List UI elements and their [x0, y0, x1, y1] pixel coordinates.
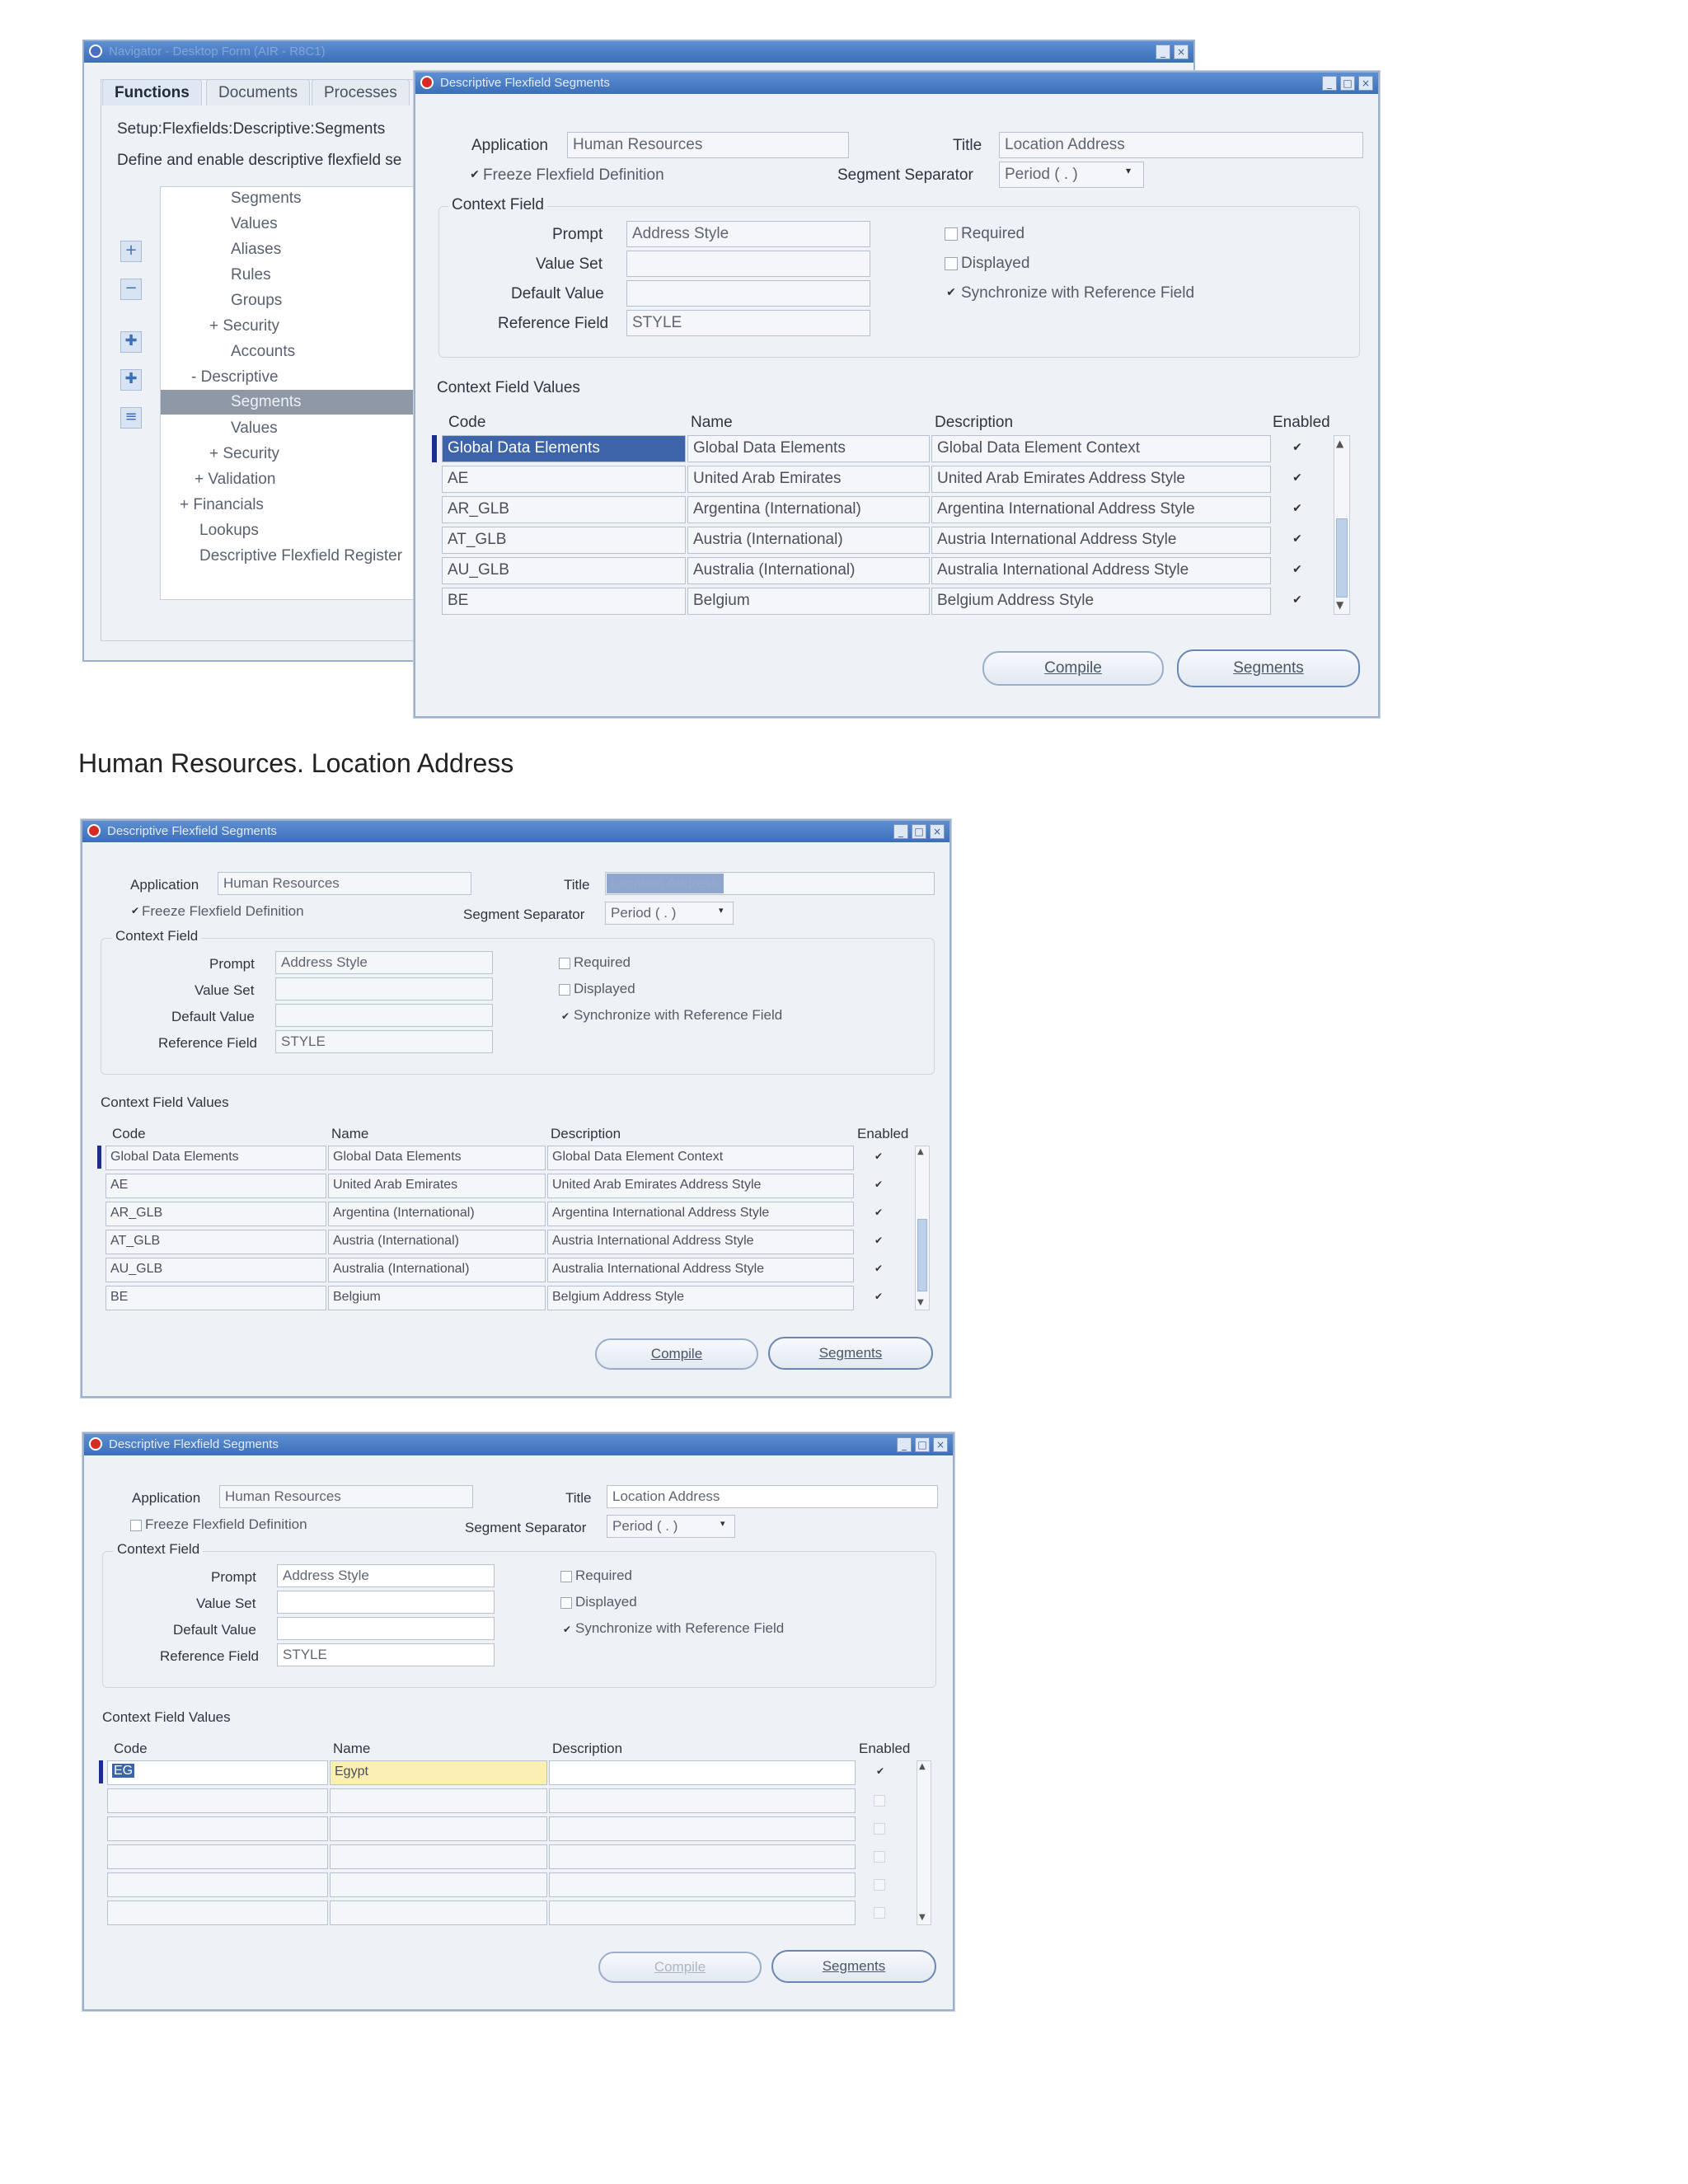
compile-button[interactable]: Compile: [595, 1338, 758, 1370]
reference-field-label: Reference Field: [160, 1648, 260, 1664]
minimize-icon[interactable]: _: [897, 1437, 912, 1452]
row-name[interactable]: Argentina (International): [328, 1202, 546, 1226]
required-checkbox[interactable]: [559, 958, 570, 969]
row-name[interactable]: Global Data Elements: [687, 435, 930, 462]
freeze-checkbox[interactable]: ✔: [470, 168, 480, 181]
row-enabled-checkbox[interactable]: [874, 1851, 885, 1863]
segment-separator-label: Segment Separator: [837, 166, 973, 184]
segment-separator-select[interactable]: Period ( . ): [605, 902, 734, 925]
dff-titlebar-2[interactable]: [82, 821, 950, 842]
row-enabled-checkbox[interactable]: ✔: [874, 1179, 884, 1190]
row-enabled-checkbox[interactable]: ✔: [874, 1207, 884, 1218]
section-caption: Human Resources. Location Address: [78, 748, 514, 778]
freeze-label: Freeze Flexfield Definition: [142, 903, 304, 919]
synchronize-label: Synchronize with Reference Field: [961, 284, 1195, 302]
title-label: Title: [953, 137, 982, 154]
required-checkbox[interactable]: [560, 1571, 572, 1582]
row-code[interactable]: [107, 1844, 328, 1869]
tree-item-security[interactable]: + Security: [209, 317, 280, 335]
row-code[interactable]: [107, 1816, 328, 1841]
row-name[interactable]: Argentina (International): [687, 496, 930, 523]
navigator-window-controls: [1156, 45, 1189, 59]
column-header-enabled: Enabled: [1273, 414, 1330, 431]
context-field-values-heading: Context Field Values: [437, 379, 580, 396]
application-label: Application: [132, 1490, 201, 1506]
tree-item-lookups[interactable]: Lookups: [199, 522, 259, 539]
value-set-label: Value Set: [536, 255, 603, 273]
row-name[interactable]: Belgium: [687, 588, 930, 615]
minimize-icon[interactable]: _: [1156, 45, 1170, 59]
row-enabled-checkbox[interactable]: [874, 1907, 885, 1919]
column-header-code: Code: [114, 1741, 148, 1756]
close-icon[interactable]: ×: [1174, 45, 1189, 59]
row-description[interactable]: [549, 1788, 856, 1813]
value-set-field[interactable]: [275, 977, 493, 1001]
navigator-titlebar[interactable]: [84, 41, 1193, 63]
tab-documents[interactable]: Documents: [206, 79, 310, 105]
row-code[interactable]: Global Data Elements: [106, 1146, 326, 1170]
row-code[interactable]: AT_GLB: [106, 1230, 326, 1254]
close-icon[interactable]: ×: [930, 824, 945, 839]
column-header-name: Name: [331, 1126, 369, 1141]
value-set-label: Value Set: [195, 982, 255, 998]
minimize-icon[interactable]: _: [1322, 76, 1337, 91]
tree-item-rules[interactable]: Rules: [231, 266, 271, 284]
row-description[interactable]: Global Data Element Context: [931, 435, 1271, 462]
row-enabled-checkbox[interactable]: [874, 1795, 885, 1807]
chevron-down-icon[interactable]: ▾: [720, 1518, 725, 1529]
window-title: Descriptive Flexfield Segments: [107, 824, 277, 838]
reference-field-label: Reference Field: [498, 315, 609, 332]
scroll-down-icon[interactable]: ▼: [917, 1298, 924, 1307]
tree-item-descriptive[interactable]: - Descriptive: [191, 368, 279, 386]
dff-titlebar-1[interactable]: [415, 73, 1378, 94]
prompt-field[interactable]: Address Style: [277, 1564, 495, 1587]
scroll-up-icon[interactable]: ▲: [1336, 438, 1344, 449]
row-description[interactable]: Belgium Address Style: [931, 588, 1271, 615]
segment-separator-label: Segment Separator: [463, 907, 585, 922]
row-enabled-checkbox[interactable]: [874, 1823, 885, 1835]
row-code[interactable]: AR_GLB: [442, 496, 686, 523]
segments-button[interactable]: Segments: [1177, 649, 1360, 687]
title-field[interactable]: Location Address: [999, 132, 1363, 158]
row-code[interactable]: AU_GLB: [442, 557, 686, 584]
column-header-code: Code: [448, 414, 486, 431]
context-field-heading: Context Field: [448, 196, 547, 214]
segment-separator-select[interactable]: Period ( . ): [999, 162, 1144, 188]
row-code[interactable]: BE: [442, 588, 686, 615]
row-name[interactable]: [330, 1872, 547, 1897]
row-code[interactable]: AT_GLB: [442, 527, 686, 554]
title-field[interactable]: Location Address: [607, 1485, 938, 1508]
prompt-label: Prompt: [552, 226, 603, 243]
default-value-field[interactable]: [626, 280, 870, 307]
row-code[interactable]: [107, 1760, 328, 1785]
title-label: Title: [565, 1490, 592, 1506]
tab-functions[interactable]: Functions: [102, 79, 202, 105]
row-code[interactable]: BE: [106, 1286, 326, 1310]
prompt-field[interactable]: Address Style: [275, 951, 493, 974]
column-header-description: Description: [935, 414, 1014, 431]
row-code[interactable]: [107, 1872, 328, 1897]
freeze-checkbox[interactable]: [130, 1520, 142, 1531]
tree-item-financials[interactable]: + Financials: [180, 496, 264, 513]
application-field[interactable]: Human Resources: [219, 1485, 473, 1508]
vertical-scrollbar[interactable]: [917, 1760, 931, 1925]
row-code[interactable]: AE: [442, 466, 686, 493]
default-value-label: Default Value: [173, 1622, 256, 1638]
window-controls: [893, 824, 945, 839]
tree-item-segments[interactable]: Segments: [231, 190, 302, 207]
compile-button[interactable]: Compile: [982, 651, 1164, 686]
row-code[interactable]: [107, 1788, 328, 1813]
row-description[interactable]: Australia International Address Style: [547, 1258, 854, 1282]
collapse-all-icon[interactable]: ✚: [120, 369, 142, 391]
title-selection-highlight: [607, 874, 724, 893]
default-value-field[interactable]: [275, 1004, 493, 1027]
displayed-checkbox[interactable]: [945, 257, 958, 270]
tab-processes[interactable]: Processes: [312, 79, 410, 105]
navigator-description: Define and enable descriptive flexfield se: [117, 152, 402, 169]
reference-field[interactable]: STYLE: [626, 310, 870, 336]
row-description[interactable]: Global Data Element Context: [547, 1146, 854, 1170]
row-enabled-checkbox[interactable]: ✔: [1292, 471, 1302, 485]
scroll-up-icon[interactable]: ▲: [917, 1147, 924, 1156]
tree-item-values[interactable]: Values: [231, 215, 278, 232]
row-description[interactable]: Australia International Address Style: [931, 557, 1271, 584]
application-label: Application: [130, 877, 199, 893]
oracle-logo-icon: [89, 45, 102, 58]
tree-item-aliases[interactable]: Aliases: [231, 241, 282, 258]
oracle-logo-icon: [89, 1437, 102, 1451]
row-name[interactable]: [330, 1816, 547, 1841]
tree-item-validation[interactable]: + Validation: [195, 471, 276, 488]
dff-segments-window-2: [81, 819, 951, 1398]
row-enabled-checkbox[interactable]: [874, 1879, 885, 1891]
expand-all-icon[interactable]: ✚: [120, 331, 142, 353]
oracle-logo-icon: [87, 824, 101, 837]
row-code[interactable]: Global Data Elements: [442, 435, 686, 462]
segments-button[interactable]: Segments: [771, 1950, 936, 1983]
chevron-down-icon[interactable]: ▾: [1126, 165, 1132, 176]
row-enabled-checkbox[interactable]: ✔: [874, 1235, 884, 1246]
row-name[interactable]: [330, 1844, 547, 1869]
row-name[interactable]: Egypt: [330, 1760, 547, 1785]
context-field-values-heading: Context Field Values: [102, 1709, 231, 1725]
scrollbar-thumb[interactable]: [917, 1219, 927, 1291]
compile-button[interactable]: Compile: [598, 1952, 762, 1983]
row-enabled-checkbox[interactable]: ✔: [1292, 441, 1302, 454]
application-field[interactable]: Human Resources: [218, 872, 471, 895]
row-code[interactable]: AU_GLB: [106, 1258, 326, 1282]
window-title: Descriptive Flexfield Segments: [109, 1437, 279, 1451]
dff-segments-window-1: [414, 71, 1380, 718]
row-code[interactable]: AR_GLB: [106, 1202, 326, 1226]
row-name[interactable]: United Arab Emirates: [328, 1174, 546, 1198]
window-controls: [1322, 76, 1373, 91]
required-label: Required: [961, 225, 1025, 242]
column-header-enabled: Enabled: [857, 1126, 909, 1141]
displayed-label: Displayed: [574, 981, 635, 996]
minimize-icon[interactable]: _: [893, 824, 908, 839]
row-name[interactable]: [330, 1788, 547, 1813]
prompt-label: Prompt: [211, 1569, 256, 1585]
required-label: Required: [575, 1568, 632, 1583]
row-description[interactable]: [549, 1872, 856, 1897]
displayed-label: Displayed: [961, 255, 1030, 272]
row-enabled-checkbox[interactable]: ✔: [1292, 593, 1302, 607]
column-header-name: Name: [691, 414, 733, 431]
freeze-label: Freeze Flexfield Definition: [145, 1516, 307, 1532]
chevron-down-icon[interactable]: ▾: [719, 905, 724, 916]
tree-item-accounts[interactable]: Accounts: [231, 343, 296, 360]
row-description[interactable]: [549, 1760, 856, 1785]
collapse-icon[interactable]: −: [120, 279, 142, 300]
row-description[interactable]: Austria International Address Style: [547, 1230, 854, 1254]
default-value-field[interactable]: [277, 1617, 495, 1640]
displayed-checkbox[interactable]: [559, 984, 570, 996]
synchronize-label: Synchronize with Reference Field: [574, 1007, 783, 1023]
reference-field-label: Reference Field: [158, 1035, 258, 1051]
row-description[interactable]: United Arab Emirates Address Style: [931, 466, 1271, 493]
window-title: Descriptive Flexfield Segments: [440, 76, 610, 90]
dff-segments-window-3: [82, 1432, 954, 2011]
tree-item-descriptive-segments[interactable]: Segments: [231, 393, 302, 410]
vertical-scrollbar[interactable]: [1334, 435, 1350, 615]
displayed-checkbox[interactable]: [560, 1597, 572, 1609]
row-enabled-checkbox[interactable]: ✔: [1292, 532, 1302, 546]
synchronize-checkbox[interactable]: ✔: [560, 1010, 570, 1022]
required-checkbox[interactable]: [945, 227, 958, 241]
row-code[interactable]: [107, 1900, 328, 1925]
dff-titlebar-3[interactable]: [84, 1434, 953, 1455]
vertical-scrollbar[interactable]: [915, 1146, 930, 1310]
row-description[interactable]: [549, 1844, 856, 1869]
column-header-code: Code: [112, 1126, 146, 1141]
row-name[interactable]: Australia (International): [687, 557, 930, 584]
row-enabled-checkbox[interactable]: ✔: [874, 1151, 884, 1162]
segment-separator-label: Segment Separator: [465, 1520, 587, 1535]
synchronize-checkbox[interactable]: ✔: [562, 1624, 572, 1635]
value-set-field[interactable]: [277, 1591, 495, 1614]
default-value-label: Default Value: [171, 1009, 255, 1024]
tree-item-descriptive-values[interactable]: Values: [231, 419, 278, 437]
maximize-icon[interactable]: □: [915, 1437, 930, 1452]
tree-lines-icon[interactable]: ≡: [120, 407, 142, 429]
prompt-label: Prompt: [209, 956, 255, 972]
application-label: Application: [471, 137, 548, 154]
row-description[interactable]: Belgium Address Style: [547, 1286, 854, 1310]
expand-icon[interactable]: +: [120, 241, 142, 262]
close-icon[interactable]: ×: [1358, 76, 1373, 91]
prompt-field[interactable]: Address Style: [626, 221, 870, 247]
maximize-icon[interactable]: □: [1340, 76, 1355, 91]
current-row-marker: [99, 1760, 103, 1783]
segment-separator-select[interactable]: Period ( . ): [607, 1515, 735, 1538]
scroll-up-icon[interactable]: ▲: [919, 1762, 926, 1771]
scrollbar-thumb[interactable]: [1336, 518, 1348, 598]
row-name[interactable]: Austria (International): [328, 1230, 546, 1254]
oracle-logo-icon: [420, 76, 434, 89]
default-value-label: Default Value: [511, 285, 604, 302]
row-code-value: EG: [114, 1764, 134, 1778]
row-name[interactable]: Belgium: [328, 1286, 546, 1310]
row-description[interactable]: Argentina International Address Style: [931, 496, 1271, 523]
synchronize-checkbox[interactable]: ✔: [946, 286, 956, 299]
row-name[interactable]: [330, 1900, 547, 1925]
context-field-heading: Context Field: [114, 1541, 203, 1558]
scroll-down-icon[interactable]: ▼: [919, 1913, 926, 1922]
row-name[interactable]: Global Data Elements: [328, 1146, 546, 1170]
row-name[interactable]: Australia (International): [328, 1258, 546, 1282]
freeze-label: Freeze Flexfield Definition: [483, 166, 664, 184]
navigator-title: Navigator - Desktop Form (AIR - R8C1): [109, 45, 326, 59]
title-label: Title: [564, 877, 590, 893]
navigator-path: Setup:Flexfields:Descriptive:Segments: [117, 120, 386, 138]
freeze-checkbox[interactable]: ✔: [130, 905, 140, 916]
value-set-label: Value Set: [196, 1596, 256, 1611]
displayed-label: Displayed: [575, 1594, 637, 1610]
row-enabled-checkbox[interactable]: ✔: [1292, 563, 1302, 576]
row-enabled-checkbox[interactable]: ✔: [875, 1765, 885, 1777]
window-controls: [897, 1437, 948, 1452]
row-name[interactable]: Austria (International): [687, 527, 930, 554]
column-header-description: Description: [551, 1126, 621, 1141]
column-header-enabled: Enabled: [859, 1741, 911, 1756]
row-description[interactable]: [549, 1900, 856, 1925]
context-field-values-heading: Context Field Values: [101, 1094, 229, 1110]
row-code[interactable]: AE: [106, 1174, 326, 1198]
tree-item-groups[interactable]: Groups: [231, 292, 283, 309]
reference-field[interactable]: STYLE: [277, 1643, 495, 1666]
close-icon[interactable]: ×: [933, 1437, 948, 1452]
required-label: Required: [574, 954, 631, 970]
context-field-heading: Context Field: [112, 928, 201, 944]
maximize-icon[interactable]: □: [912, 824, 926, 839]
row-enabled-checkbox[interactable]: ✔: [874, 1263, 884, 1274]
reference-field[interactable]: STYLE: [275, 1030, 493, 1053]
tree-item-descriptive-flexfield-register[interactable]: Descriptive Flexfield Register: [199, 547, 403, 565]
application-field[interactable]: Human Resources: [567, 132, 849, 158]
row-enabled-checkbox[interactable]: ✔: [1292, 502, 1302, 515]
column-header-name: Name: [333, 1741, 371, 1756]
tree-item-descriptive-security[interactable]: + Security: [209, 445, 280, 462]
column-header-description: Description: [552, 1741, 623, 1756]
row-name[interactable]: United Arab Emirates: [687, 466, 930, 493]
scroll-down-icon[interactable]: ▼: [1336, 599, 1344, 611]
segments-button[interactable]: Segments: [768, 1337, 933, 1370]
value-set-field[interactable]: [626, 251, 870, 277]
row-description[interactable]: Austria International Address Style: [931, 527, 1271, 554]
synchronize-label: Synchronize with Reference Field: [575, 1620, 785, 1636]
row-description[interactable]: United Arab Emirates Address Style: [547, 1174, 854, 1198]
current-row-marker: [97, 1146, 101, 1169]
current-row-marker: [432, 435, 437, 462]
row-description[interactable]: Argentina International Address Style: [547, 1202, 854, 1226]
row-description[interactable]: [549, 1816, 856, 1841]
row-enabled-checkbox[interactable]: ✔: [874, 1291, 884, 1302]
